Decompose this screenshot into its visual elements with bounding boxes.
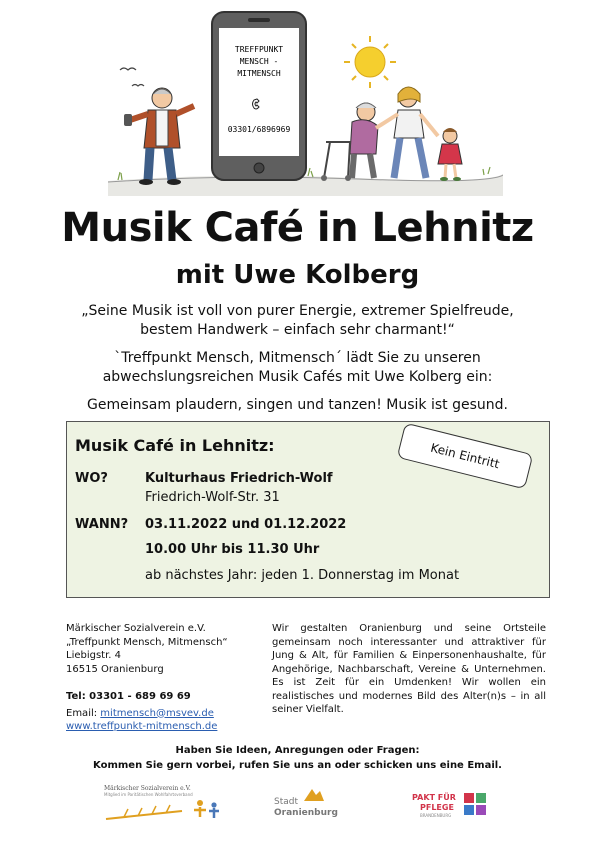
pakt-logo-line1: PAKT FÜR [412, 793, 456, 802]
quote-line-2: bestem Handwerk – einfach sehr charmant!“ [140, 322, 455, 338]
event-time: 10.00 Uhr bis 11.30 Uhr [145, 542, 320, 557]
email-link[interactable]: mitmensch@msvev.de [100, 707, 214, 719]
org-city: 16515 Oranienburg [66, 663, 164, 675]
stadt-logo-line2: Oranienburg [274, 808, 338, 818]
org-project: „Treffpunkt Mensch, Mitmensch“ [66, 636, 228, 648]
invitation-line-1: `Treffpunkt Mensch, Mitmensch´ lädt Sie zu unseren [114, 350, 481, 366]
pakt-logo-line2: PFLEGE [420, 803, 454, 812]
phone-text-line1: TREFFPUNKT [234, 45, 284, 54]
email-label: Email: [66, 707, 101, 719]
header-illustration [108, 6, 503, 196]
when-label: WANN? [75, 517, 129, 532]
where-label: WO? [75, 471, 108, 486]
venue-name: Kulturhaus Friedrich-Wolf [145, 471, 333, 486]
phone-number: 03301/6896969 [227, 125, 291, 134]
motto-text: Gemeinsam plaudern, singen und tanzen! Musik ist gesund. [87, 397, 508, 413]
invitation-text [40, 349, 555, 387]
man-with-phone-figure [124, 88, 194, 185]
sun-icon [344, 36, 396, 88]
smartphone-illustration [212, 12, 306, 180]
msv-logo-tagline: Mitglied im Paritätischen Wohlfahrtsverband [104, 792, 193, 797]
pakt-logo-tagline: BRANDENBURG [420, 813, 452, 818]
mission-statement: Wir gestalten Oranienburg und seine Ortsteile gemeinsam noch interessanter und attraktiver für Jung & Alt, für Familien & Einpersonenhaushalte, für Angehörige, Nachbarschaft, Vereine & Unternehmen. Es ist Zeit für ein Umdenken! Wir wollen ein realistisches und modernes Bild des Alter(n)s – in all seiner Vielfalt. [272, 623, 546, 715]
invitation-line-2: abwechslungsreichen Musik Cafés mit Uwe Kolberg ein: [102, 369, 493, 385]
free-entry-badge: Kein Eintritt [397, 423, 534, 490]
phone-text-line3: MITMENSCH [237, 69, 281, 78]
org-street: Liebigstr. 4 [66, 650, 122, 661]
page-title: Musik Café in Lehnitz [61, 205, 534, 251]
elderly-woman-walker-figure [321, 103, 378, 181]
event-dates: 03.11.2022 und 01.12.2022 [145, 517, 347, 532]
quote-text [40, 302, 555, 340]
msv-logo-figures-icon [104, 797, 234, 823]
stadt-logo-line1: Stadt [274, 797, 298, 807]
pakt-logo-mark-icon [464, 793, 486, 815]
venue-street: Friedrich-Wolf-Str. 31 [145, 490, 280, 505]
page-subtitle: mit Uwe Kolberg [175, 260, 420, 290]
msv-logo [104, 785, 234, 825]
organization-contact [66, 690, 266, 734]
next-year-schedule: ab nächstes Jahr: jeden 1. Donnerstag im Monat [145, 568, 460, 583]
woman-figure [376, 87, 438, 178]
organization-address [66, 622, 261, 676]
org-email-row [66, 707, 266, 721]
city-crest-icon [302, 785, 326, 803]
website-link[interactable]: www.treffpunkt-mitmensch.de [66, 721, 218, 732]
event-info-box [66, 421, 550, 598]
msv-logo-name: Märkischer Sozialverein e.V. [104, 785, 191, 792]
footer-call-to-action: Kommen Sie gern vorbei, rufen Sie uns an oder schicken uns eine Email. [93, 760, 502, 771]
event-heading: Musik Café in Lehnitz: [75, 436, 275, 455]
stadt-oranienburg-logo [272, 785, 342, 825]
phone-text-line2: MENSCH - [239, 57, 279, 66]
birds-icon [120, 68, 144, 86]
pakt-fuer-pflege-logo [412, 785, 492, 825]
footer-question: Haben Sie Ideen, Anregungen oder Fragen: [175, 745, 420, 756]
org-phone: Tel: 03301 - 689 69 69 [66, 691, 191, 702]
org-name: Märkischer Sozialverein e.V. [66, 623, 206, 634]
child-figure [438, 128, 462, 181]
quote-line-1: „Seine Musik ist voll von purer Energie, extremer Spielfreude, [81, 303, 514, 319]
